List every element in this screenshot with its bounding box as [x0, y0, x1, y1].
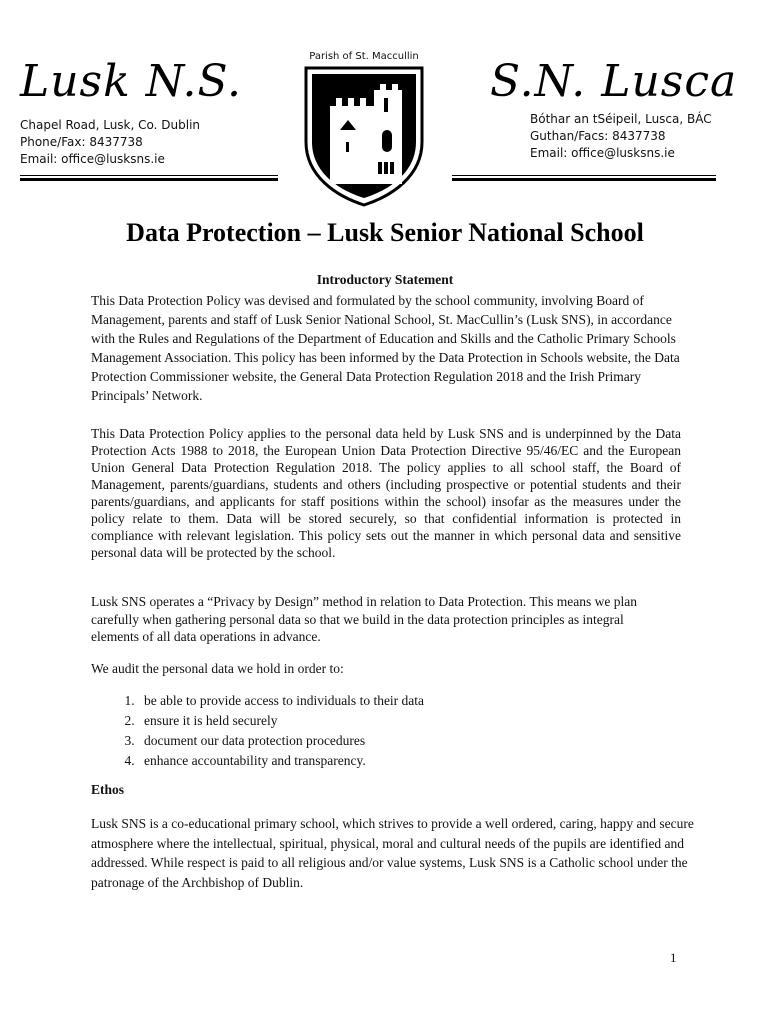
- list-item: 3. document our data protection procedures: [138, 731, 718, 751]
- ethos-paragraph: Lusk SNS is a co-educational primary school, which strives to provide a well ordered, caring, happy and secure atmosphere where the intellectual, spiritual, physical, moral and cultural needs of the pupils are identified and addressed. While respect is paid to all religious and/or value systems, Lusk SNS is a Catholic school under the patronage of the Archbishop of Dublin.: [91, 816, 694, 890]
- email-irish: Email: office@lusksns.ie: [530, 146, 675, 160]
- address-english: Chapel Road, Lusk, Co. Dublin: [20, 118, 201, 132]
- email-english: Email: office@lusksns.ie: [20, 152, 165, 166]
- crest-caption: Parish of St. Maccullin: [309, 51, 419, 62]
- parish-crest-icon: [302, 64, 426, 208]
- ethos-heading: Ethos: [91, 782, 125, 797]
- contact-block-english: [20, 117, 200, 168]
- school-name-irish: S.N. Lusca: [490, 56, 738, 107]
- list-item: 1. be able to provide access to individuals to their data: [138, 691, 718, 711]
- header-rule-right: [452, 175, 716, 181]
- intro-paragraph: This Data Protection Policy was devised and formulated by the school community, involving Board of Management, parents and staff of Lusk Senior National School, St. MacCullin’s (Lusk SNS), in accordance with the Rules and Regulations of the Department of Education and Skills and the Catholic Primary Schools Management Association. This policy has been informed by the Data Protection in Schools website, the Data Protection Commissioner website, the General Data Protection Regulation 2018 and the Irish Primary Principals’ Network.: [91, 293, 680, 403]
- page-number: 1: [670, 950, 677, 965]
- audit-list: [91, 691, 718, 771]
- phone-irish: Guthan/Facs: 8437738: [530, 129, 666, 143]
- scope-paragraph: This Data Protection Policy applies to the personal data held by Lusk SNS and is underpinned by the Data Protection Acts 1988 to 2018, the European Union Data Protection Directive 95/46/EC and the European Union General Data Protection Regulation 2018. The policy applies to all school staff, the Board of Management, parents/guardians, students and others (including prospective or potential students and their parents/guardians, and applicants for staff positions within the school) insofar as the measures under the policy relate to them. Data will be stored securely, so that confidential information is protected in compliance with relevant legislation. This policy sets out the manner in which personal data and sensitive personal data will be protected by the school.: [91, 426, 681, 560]
- intro-heading: Introductory Statement: [316, 272, 454, 287]
- header-rule-left: [20, 175, 278, 181]
- school-name-english: Lusk N.S.: [20, 56, 243, 107]
- privacy-by-design-paragraph: Lusk SNS operates a “Privacy by Design” method in relation to Data Protection. This means we plan carefully when gathering personal data so that we build in the data protection principles as integral elements of all data operations in advance.: [91, 594, 638, 644]
- address-irish: Bóthar an tSéipeil, Lusca, BÁC: [530, 112, 712, 126]
- list-item: 2. ensure it is held securely: [138, 711, 718, 731]
- audit-intro: We audit the personal data we hold in order to:: [91, 661, 344, 676]
- phone-english: Phone/Fax: 8437738: [20, 135, 143, 149]
- page-title: Data Protection – Lusk Senior National School: [126, 218, 644, 247]
- contact-block-irish: [530, 111, 712, 162]
- list-item: 4. enhance accountability and transparency.: [138, 751, 718, 771]
